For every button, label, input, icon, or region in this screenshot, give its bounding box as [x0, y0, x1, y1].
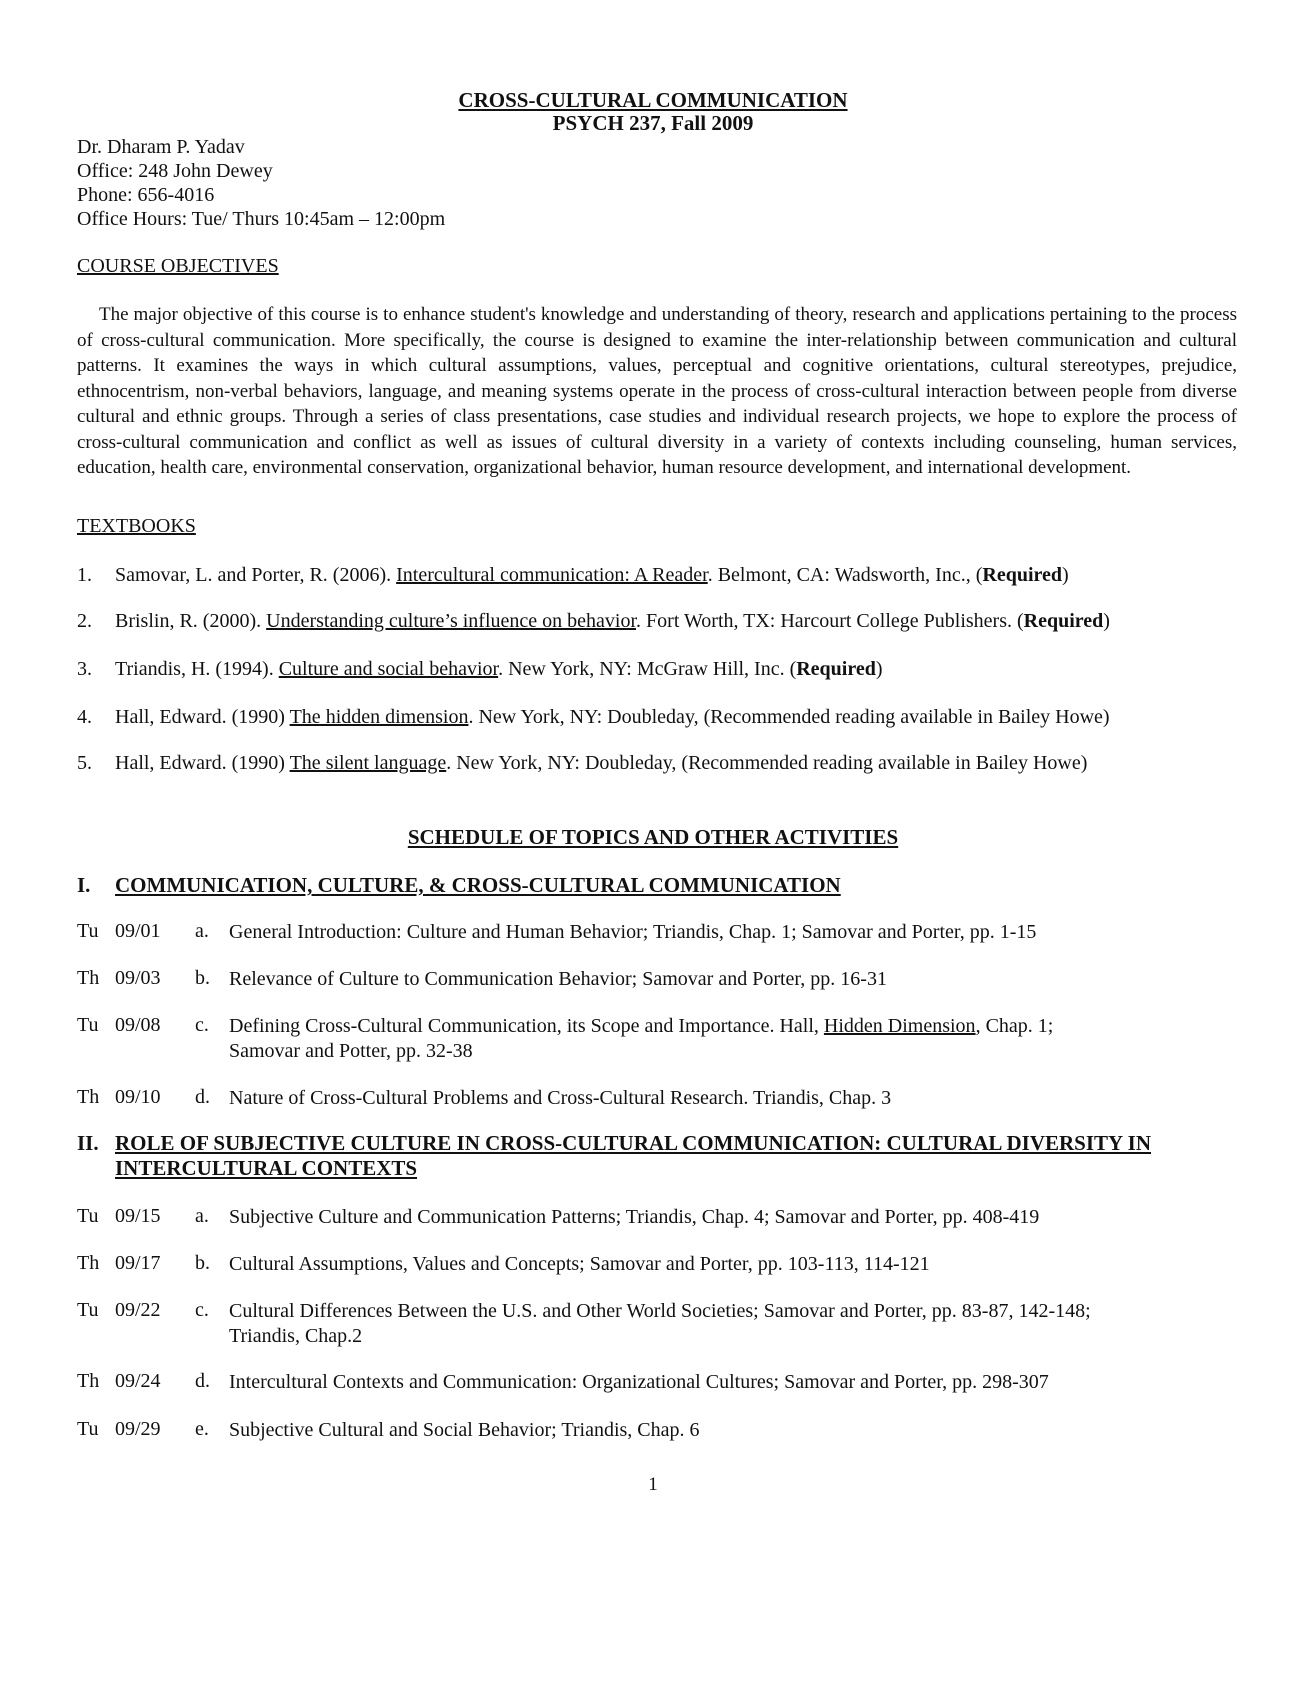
- textbook-citation: [115, 706, 1110, 729]
- row-letter: c.: [195, 1014, 209, 1036]
- row-date: 09/08: [115, 1014, 161, 1036]
- instructor-phone: Phone: 656-4016: [77, 184, 215, 206]
- citation-required: Required: [1023, 610, 1104, 632]
- list-number: 1.: [77, 564, 92, 586]
- row-description-text: Defining Cross-Cultural Communication, its Scope and Importance. Hall,: [229, 1015, 824, 1037]
- row-day: Tu: [77, 1418, 99, 1440]
- row-description: General Introduction: Culture and Human Behavior; Triandis, Chap. 1; Samovar and Porter, pp. 1-15: [229, 921, 1037, 943]
- row-date: 09/01: [115, 920, 161, 942]
- row-letter: d.: [195, 1370, 210, 1392]
- row-letter: d.: [195, 1086, 210, 1108]
- citation-author: Hall, Edward. (1990): [115, 752, 290, 774]
- row-day: Tu: [77, 1014, 99, 1036]
- row-day: Th: [77, 1086, 100, 1108]
- row-date: 09/24: [115, 1370, 161, 1392]
- citation-title: Intercultural communication: A Reader: [396, 564, 708, 586]
- row-day: Th: [77, 1370, 100, 1392]
- row-date: 09/29: [115, 1418, 161, 1440]
- section-title: ROLE OF SUBJECTIVE CULTURE IN CROSS-CULTURAL COMMUNICATION: CULTURAL DIVERSITY IN INTERCULTURAL CONTEXTS: [115, 1131, 1152, 1180]
- citation-publisher: . New York, NY: Doubleday, (Recommended reading available in Bailey Howe): [468, 706, 1110, 728]
- textbook-citation: [115, 658, 883, 681]
- row-day: Tu: [77, 1299, 99, 1321]
- row-description: Relevance of Culture to Communication Behavior; Samovar and Porter, pp. 16-31: [229, 968, 887, 990]
- objectives-heading: COURSE OBJECTIVES: [77, 255, 279, 277]
- citation-title: Understanding culture’s influence on behavior: [266, 610, 637, 632]
- citation-end: ): [1062, 564, 1069, 586]
- instructor-office: Office: 248 John Dewey: [77, 160, 273, 182]
- citation-publisher: . New York, NY: Doubleday, (Recommended reading available in Bailey Howe): [446, 752, 1088, 774]
- row-description-title: Hidden Dimension: [823, 1015, 976, 1037]
- row-day: Tu: [77, 1205, 99, 1227]
- citation-publisher: . New York, NY: McGraw Hill, Inc. (: [498, 658, 797, 680]
- row-letter: c.: [195, 1299, 209, 1321]
- citation-author: Brislin, R. (2000).: [115, 610, 267, 632]
- row-day: Tu: [77, 920, 99, 942]
- page-title: CROSS-CULTURAL COMMUNICATION: [458, 88, 848, 112]
- row-description: Cultural Differences Between the U.S. and Other World Societies; Samovar and Porter, pp. 83-87, 142-148; Triandis, Chap.2: [229, 1300, 1091, 1347]
- citation-title: The silent language: [289, 752, 447, 774]
- citation-title: The hidden dimension: [289, 706, 469, 728]
- row-letter: e.: [195, 1418, 209, 1440]
- row-description: Subjective Cultural and Social Behavior; Triandis, Chap. 6: [229, 1419, 700, 1441]
- row-letter: b.: [195, 1252, 210, 1274]
- schedule-heading: SCHEDULE OF TOPICS AND OTHER ACTIVITIES: [407, 825, 899, 849]
- row-description: Nature of Cross-Cultural Problems and Cross-Cultural Research. Triandis, Chap. 3: [229, 1087, 892, 1109]
- row-description: Intercultural Contexts and Communication: Organizational Cultures; Samovar and Porter, pp. 298-307: [229, 1371, 1049, 1393]
- row-description: Cultural Assumptions, Values and Concepts; Samovar and Porter, pp. 103-113, 114-121: [229, 1253, 930, 1275]
- row-date: 09/03: [115, 967, 161, 989]
- row-letter: b.: [195, 967, 210, 989]
- row-day: Th: [77, 1252, 100, 1274]
- section-number: I.: [77, 873, 91, 897]
- instructor-hours: Office Hours: Tue/ Thurs 10:45am – 12:00pm: [77, 208, 446, 230]
- citation-publisher: . Fort Worth, TX: Harcourt College Publishers. (: [636, 610, 1024, 632]
- citation-author: Samovar, L. and Porter, R. (2006).: [115, 564, 397, 586]
- citation-author: Hall, Edward. (1990): [115, 706, 290, 728]
- row-date: 09/10: [115, 1086, 161, 1108]
- textbooks-heading: TEXTBOOKS: [77, 515, 196, 537]
- row-date: 09/15: [115, 1205, 161, 1227]
- list-number: 2.: [77, 610, 92, 632]
- list-number: 4.: [77, 706, 92, 728]
- objectives-paragraph: The major objective of this course is to enhance student's knowledge and understanding of theory, research and applications pertaining to the process of cross-cultural communication. More specifically, the course is designed to examine the inter-relationship between communication and cultural patterns. It examines the ways in which cultural assumptions, values, perceptual and cognitive orientations, cultural stereotypes, prejudice, ethnocentrism, non-verbal behaviors, language, and meaning systems operate in the process of cross-cultural interaction between people from diverse cultural and ethnic groups. Through a series of class presentations, case studies and individual research projects, we hope to explore the process of cross-cultural communication and conflict as well as issues of cultural diversity in a variety of contexts including counseling, human services, education, health care, environmental conservation, organizational behavior, human resource development, and international development.: [77, 304, 1237, 478]
- textbook-citation: [115, 752, 1087, 775]
- citation-publisher: . Belmont, CA: Wadsworth, Inc., (: [707, 564, 983, 586]
- textbook-citation: [115, 564, 1069, 587]
- row-date: 09/17: [115, 1252, 161, 1274]
- citation-end: ): [875, 658, 883, 680]
- section-number: II.: [77, 1131, 99, 1155]
- row-day: Th: [77, 967, 100, 989]
- page-subtitle: PSYCH 237, Fall 2009: [552, 111, 754, 135]
- citation-title: Culture and social behavior: [278, 658, 499, 680]
- row-letter: a.: [195, 920, 209, 942]
- list-number: 3.: [77, 658, 92, 680]
- section-title: COMMUNICATION, CULTURE, & CROSS-CULTURAL COMMUNICATION: [115, 873, 841, 897]
- row-description: [229, 1014, 1109, 1064]
- row-date: 09/22: [115, 1299, 161, 1321]
- instructor-name: Dr. Dharam P. Yadav: [77, 136, 245, 158]
- page-number: 1: [648, 1474, 658, 1495]
- citation-end: ): [1103, 610, 1110, 632]
- list-number: 5.: [77, 752, 92, 774]
- citation-author: Triandis, H. (1994).: [115, 658, 279, 680]
- textbook-citation: [115, 610, 1110, 633]
- row-description-rest: , Chap. 1; Samovar and Potter, pp. 32-38: [229, 1015, 1054, 1062]
- citation-required: Required: [796, 658, 876, 680]
- row-description: Subjective Culture and Communication Patterns; Triandis, Chap. 4; Samovar and Porter, pp. 408-419: [229, 1206, 1040, 1228]
- row-letter: a.: [195, 1205, 209, 1227]
- citation-required: Required: [982, 564, 1063, 586]
